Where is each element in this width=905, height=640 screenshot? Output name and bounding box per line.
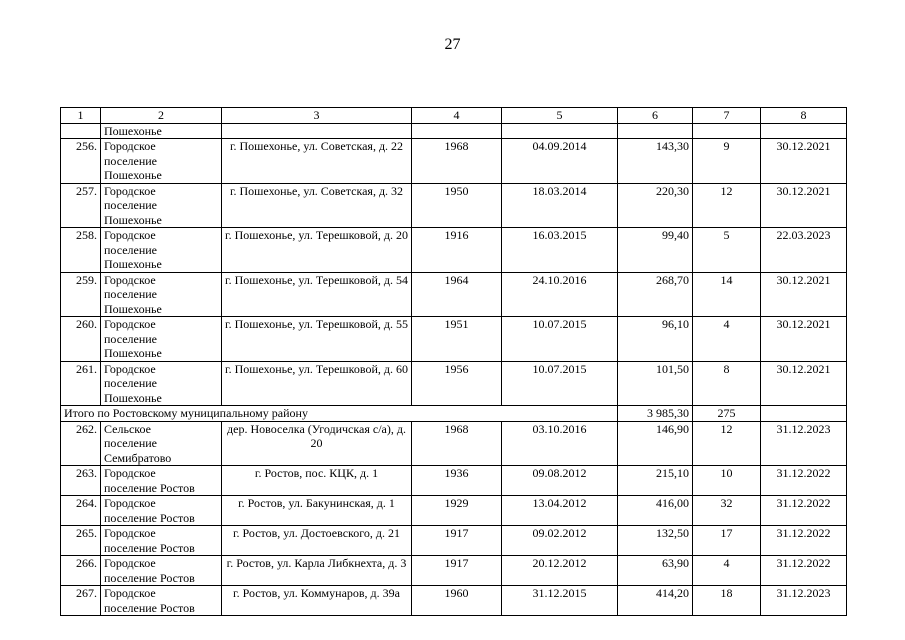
column-header: 5 [502, 108, 618, 124]
settlement-cell [101, 228, 222, 273]
date-cell: 10.07.2015 [502, 317, 618, 362]
address-cell: г. Ростов, пос. КЦК, д. 1 [222, 466, 412, 496]
settlement-line: Городское [104, 361, 156, 376]
empty-cell [618, 123, 693, 139]
column-header: 3 [222, 108, 412, 124]
row-number-cell: 264. [61, 496, 101, 526]
year-cell: 1968 [412, 139, 502, 184]
residents-cell: 14 [693, 272, 761, 317]
empty-cell [761, 123, 847, 139]
year-cell: 1917 [412, 556, 502, 586]
address-cell: г. Пошехонье, ул. Советская, д. 32 [222, 183, 412, 228]
settlement-line: Пошехонье [104, 390, 162, 405]
settlement-line: поселение Ростов [104, 570, 195, 585]
deadline-cell: 30.12.2021 [761, 139, 847, 184]
residents-cell: 17 [693, 526, 761, 556]
date-cell: 09.08.2012 [502, 466, 618, 496]
deadline-cell: 30.12.2021 [761, 361, 847, 406]
total-label-cell: Итого по Ростовскому муниципальному району [61, 406, 618, 422]
deadline-cell: 31.12.2022 [761, 496, 847, 526]
continuation-row [61, 123, 847, 139]
row-number-cell: 265. [61, 526, 101, 556]
settlement-cell [101, 183, 222, 228]
year-cell: 1968 [412, 421, 502, 466]
area-cell: 99,40 [618, 228, 693, 273]
settlement-line: Сельское [104, 421, 151, 436]
row-number-cell: 259. [61, 272, 101, 317]
settlement-line: Пошехонье [104, 257, 162, 271]
settlement-line: Городское [104, 183, 156, 198]
residents-cell: 4 [693, 317, 761, 362]
settlement-cell [101, 526, 222, 556]
date-cell: 03.10.2016 [502, 421, 618, 466]
row-number-cell: 261. [61, 361, 101, 406]
column-number-row [61, 108, 847, 124]
settlement-cell [101, 272, 222, 317]
settlement-line: поселение Ростов [104, 600, 195, 615]
deadline-cell: 30.12.2021 [761, 272, 847, 317]
settlement-line: поселение Ростов [104, 540, 195, 555]
area-cell: 215,10 [618, 466, 693, 496]
date-cell: 18.03.2014 [502, 183, 618, 228]
settlement-cell [101, 139, 222, 184]
settlement-cell [101, 496, 222, 526]
settlement-line: Городское [104, 272, 156, 287]
column-header: 4 [412, 108, 502, 124]
area-cell: 63,90 [618, 556, 693, 586]
settlement-line: поселение Ростов [104, 510, 195, 525]
year-cell: 1964 [412, 272, 502, 317]
settlement-line: Городское [104, 526, 156, 540]
deadline-cell: 31.12.2023 [761, 421, 847, 466]
year-cell: 1951 [412, 317, 502, 362]
area-cell: 143,30 [618, 139, 693, 184]
table-row [61, 228, 847, 273]
deadline-cell: 31.12.2022 [761, 526, 847, 556]
date-cell: 20.12.2012 [502, 556, 618, 586]
total-area-cell: 3 985,30 [618, 406, 693, 422]
date-cell: 16.03.2015 [502, 228, 618, 273]
column-header: 1 [61, 108, 101, 124]
deadline-cell: 31.12.2023 [761, 586, 847, 616]
settlement-line: поселение [104, 242, 158, 257]
settlement-line: поселение [104, 376, 158, 390]
table-row [61, 272, 847, 317]
settlement-cell [101, 421, 222, 466]
settlement-line: Городское [104, 317, 156, 331]
date-cell: 24.10.2016 [502, 272, 618, 317]
deadline-cell: 31.12.2022 [761, 466, 847, 496]
empty-cell [761, 406, 847, 422]
total-row [61, 406, 847, 422]
residents-cell: 12 [693, 183, 761, 228]
date-cell: 13.04.2012 [502, 496, 618, 526]
residents-cell: 12 [693, 421, 761, 466]
column-header: 8 [761, 108, 847, 124]
address-cell: г. Пошехонье, ул. Терешковой, д. 20 [222, 228, 412, 273]
table-row [61, 183, 847, 228]
area-cell: 101,50 [618, 361, 693, 406]
column-header: 7 [693, 108, 761, 124]
address-cell: дер. Новоселка (Угодичская с/а), д. 20 [222, 421, 412, 466]
settlement-line: Городское [104, 139, 156, 153]
settlement-line: Пошехонье [104, 212, 162, 227]
year-cell: 1916 [412, 228, 502, 273]
residents-cell: 8 [693, 361, 761, 406]
row-number-cell: 263. [61, 466, 101, 496]
settlement-cell [101, 556, 222, 586]
settlement-cell: Пошехонье [101, 123, 222, 139]
year-cell: 1929 [412, 496, 502, 526]
settlement-line: Городское [104, 466, 156, 480]
residents-cell: 32 [693, 496, 761, 526]
address-cell: г. Пошехонье, ул. Терешковой, д. 55 [222, 317, 412, 362]
area-cell: 220,30 [618, 183, 693, 228]
year-cell: 1950 [412, 183, 502, 228]
date-cell: 04.09.2014 [502, 139, 618, 184]
housing-registry-table [60, 107, 847, 616]
settlement-line: поселение Ростов [104, 480, 195, 495]
date-cell: 31.12.2015 [502, 586, 618, 616]
settlement-cell [101, 361, 222, 406]
table-row [61, 556, 847, 586]
settlement-line: Семибратово [104, 450, 172, 465]
table-row [61, 586, 847, 616]
table-row [61, 496, 847, 526]
empty-cell [693, 123, 761, 139]
row-number-cell: 260. [61, 317, 101, 362]
residents-cell: 9 [693, 139, 761, 184]
date-cell: 09.02.2012 [502, 526, 618, 556]
table-row [61, 421, 847, 466]
residents-cell: 4 [693, 556, 761, 586]
area-cell: 146,90 [618, 421, 693, 466]
settlement-line: Пошехонье [104, 346, 162, 360]
row-number-cell: 267. [61, 586, 101, 616]
area-cell: 268,70 [618, 272, 693, 317]
row-number-cell: 258. [61, 228, 101, 273]
empty-cell [502, 123, 618, 139]
column-header: 6 [618, 108, 693, 124]
settlement-line: Городское [104, 496, 156, 510]
residents-cell: 5 [693, 228, 761, 273]
deadline-cell: 30.12.2021 [761, 317, 847, 362]
residents-cell: 18 [693, 586, 761, 616]
settlement-cell [101, 317, 222, 362]
deadline-cell: 22.03.2023 [761, 228, 847, 273]
table-row [61, 526, 847, 556]
empty-cell [61, 123, 101, 139]
address-cell: г. Пошехонье, ул. Терешковой, д. 60 [222, 361, 412, 406]
area-cell: 96,10 [618, 317, 693, 362]
deadline-cell: 31.12.2022 [761, 556, 847, 586]
area-cell: 132,50 [618, 526, 693, 556]
settlement-line: Пошехонье [104, 301, 162, 316]
address-cell: г. Ростов, ул. Коммунаров, д. 39а [222, 586, 412, 616]
year-cell: 1917 [412, 526, 502, 556]
table-row [61, 317, 847, 362]
row-number-cell: 266. [61, 556, 101, 586]
address-cell: г. Ростов, ул. Достоевского, д. 21 [222, 526, 412, 556]
settlement-line: поселение [104, 331, 158, 346]
year-cell: 1960 [412, 586, 502, 616]
settlement-cell [101, 586, 222, 616]
settlement-line: Пошехонье [104, 168, 162, 182]
date-cell: 10.07.2015 [502, 361, 618, 406]
table-row [61, 361, 847, 406]
address-cell: г. Пошехонье, ул. Советская, д. 22 [222, 139, 412, 184]
settlement-line: поселение [104, 153, 158, 168]
table-row [61, 139, 847, 184]
year-cell: 1936 [412, 466, 502, 496]
year-cell: 1956 [412, 361, 502, 406]
empty-cell [222, 123, 412, 139]
row-number-cell: 256. [61, 139, 101, 184]
settlement-line: Городское [104, 586, 156, 600]
settlement-line: поселение [104, 287, 158, 301]
area-cell: 414,20 [618, 586, 693, 616]
total-residents-cell: 275 [693, 406, 761, 422]
area-cell: 416,00 [618, 496, 693, 526]
column-header: 2 [101, 108, 222, 124]
row-number-cell: 262. [61, 421, 101, 466]
settlement-cell [101, 466, 222, 496]
settlement-line: поселение [104, 198, 158, 212]
page-number: 27 [444, 36, 461, 53]
address-cell: г. Ростов, ул. Карла Либкнехта, д. 3 [222, 556, 412, 586]
row-number-cell: 257. [61, 183, 101, 228]
table-row [61, 466, 847, 496]
address-cell: г. Ростов, ул. Бакунинская, д. 1 [222, 496, 412, 526]
empty-cell [412, 123, 502, 139]
settlement-line: Городское [104, 556, 156, 570]
deadline-cell: 30.12.2021 [761, 183, 847, 228]
settlement-line: поселение [104, 436, 158, 450]
residents-cell: 10 [693, 466, 761, 496]
address-cell: г. Пошехонье, ул. Терешковой, д. 54 [222, 272, 412, 317]
settlement-line: Городское [104, 228, 156, 242]
